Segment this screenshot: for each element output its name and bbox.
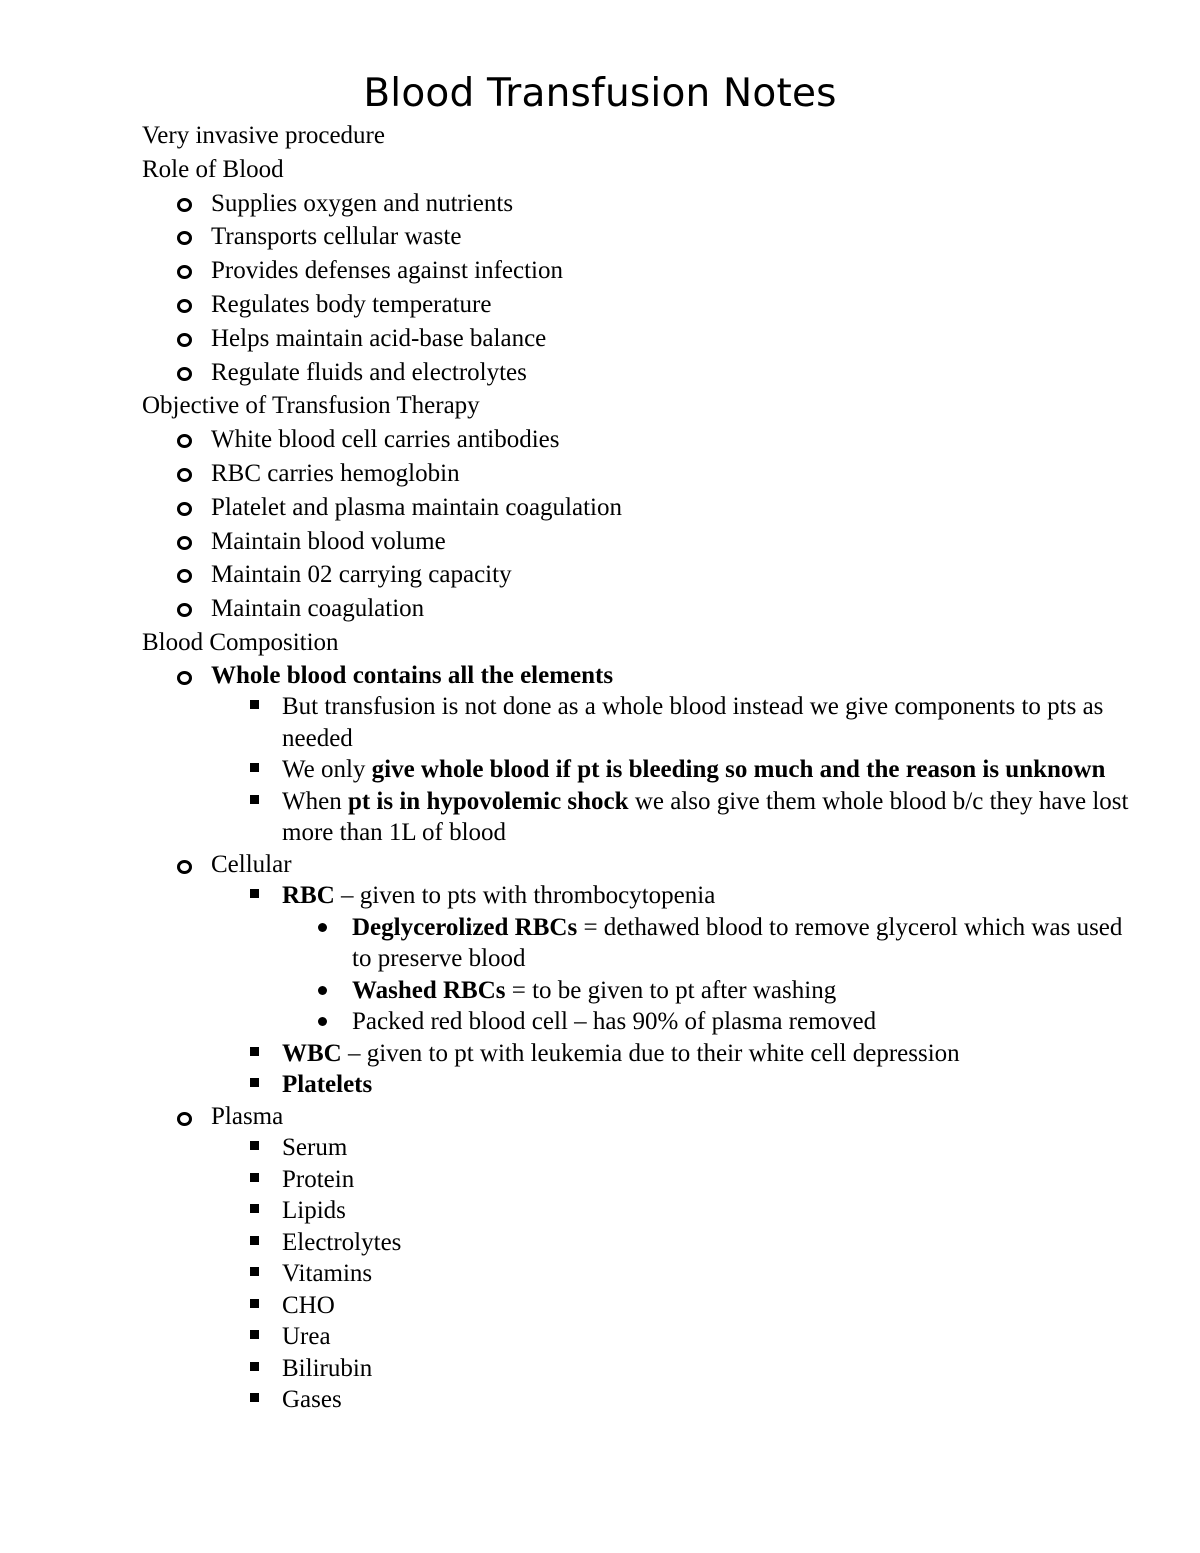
circle-bullet-icon bbox=[177, 860, 192, 874]
document-title: Blood Transfusion Notes bbox=[363, 71, 837, 116]
list-item: When pt is in hypovolemic shock we also give them whole blood b/c they have lost more than 1L of blood bbox=[142, 786, 1132, 849]
square-bullet-icon bbox=[250, 795, 259, 804]
square-bullet-icon bbox=[250, 1173, 259, 1182]
square-bullet-icon bbox=[250, 1047, 259, 1056]
plasma-item: Plasma bbox=[142, 1101, 1132, 1133]
dot-bullet-icon bbox=[318, 1017, 327, 1026]
dot-bullet-icon bbox=[318, 923, 327, 932]
square-bullet-icon bbox=[250, 1362, 259, 1371]
list-item: Vitamins bbox=[142, 1258, 1132, 1290]
circle-bullet-icon bbox=[177, 434, 192, 448]
circle-bullet-icon bbox=[177, 231, 192, 245]
list-item: Urea bbox=[142, 1321, 1132, 1353]
list-item: Protein bbox=[142, 1164, 1132, 1196]
list-item: Washed RBCs = to be given to pt after washing bbox=[142, 975, 1132, 1007]
circle-bullet-icon bbox=[177, 265, 192, 279]
list-item: Platelet and plasma maintain coagulation bbox=[142, 491, 1132, 525]
composition-list bbox=[142, 660, 1132, 1416]
square-bullet-icon bbox=[250, 1141, 259, 1150]
list-item: White blood cell carries antibodies bbox=[142, 423, 1132, 457]
dot-bullet-icon bbox=[318, 986, 327, 995]
list-item: Gases bbox=[142, 1384, 1132, 1416]
list-item: Provides defenses against infection bbox=[142, 254, 1132, 288]
notes-body bbox=[142, 119, 1132, 1416]
square-bullet-icon bbox=[250, 763, 259, 772]
circle-bullet-icon bbox=[177, 502, 192, 516]
list-item: Platelets bbox=[142, 1069, 1132, 1101]
list-item: Bilirubin bbox=[142, 1353, 1132, 1385]
objective-list bbox=[142, 423, 1132, 626]
list-item: Maintain blood volume bbox=[142, 525, 1132, 559]
circle-bullet-icon bbox=[177, 536, 192, 550]
list-item: Deglycerolized RBCs = dethawed blood to remove glycerol which was used to preserve blood bbox=[142, 912, 1132, 975]
square-bullet-icon bbox=[250, 1393, 259, 1402]
list-item: But transfusion is not done as a whole blood instead we give components to pts as needed bbox=[142, 691, 1132, 754]
role-list bbox=[142, 187, 1132, 390]
intro-line: Very invasive procedure bbox=[142, 122, 385, 149]
circle-bullet-icon bbox=[177, 367, 192, 381]
list-item: WBC – given to pt with leukemia due to their white cell depression bbox=[142, 1038, 1132, 1070]
circle-bullet-icon bbox=[177, 333, 192, 347]
square-bullet-icon bbox=[250, 1267, 259, 1276]
list-item: RBC carries hemoglobin bbox=[142, 457, 1132, 491]
square-bullet-icon bbox=[250, 1299, 259, 1308]
list-item: RBC – given to pts with thrombocytopenia bbox=[142, 880, 1132, 912]
list-item: Maintain coagulation bbox=[142, 592, 1132, 626]
composition-heading: Blood Composition bbox=[142, 628, 339, 656]
list-item: Helps maintain acid-base balance bbox=[142, 322, 1132, 356]
list-item: Regulate fluids and electrolytes bbox=[142, 356, 1132, 390]
circle-bullet-icon bbox=[177, 1112, 192, 1126]
square-bullet-icon bbox=[250, 1330, 259, 1339]
list-item: Packed red blood cell – has 90% of plasma removed bbox=[142, 1006, 1132, 1038]
list-item: Maintain 02 carrying capacity bbox=[142, 558, 1132, 592]
whole-blood-item: Whole blood contains all the elements bbox=[142, 660, 1132, 692]
circle-bullet-icon bbox=[177, 671, 192, 685]
list-item: Lipids bbox=[142, 1195, 1132, 1227]
circle-bullet-icon bbox=[177, 603, 192, 617]
list-item: Transports cellular waste bbox=[142, 220, 1132, 254]
square-bullet-icon bbox=[250, 1078, 259, 1087]
circle-bullet-icon bbox=[177, 468, 192, 482]
list-item: Serum bbox=[142, 1132, 1132, 1164]
circle-bullet-icon bbox=[177, 299, 192, 313]
list-item: Supplies oxygen and nutrients bbox=[142, 187, 1132, 221]
objective-heading: Objective of Transfusion Therapy bbox=[142, 392, 480, 420]
cellular-item: Cellular bbox=[142, 849, 1132, 881]
square-bullet-icon bbox=[250, 1204, 259, 1213]
list-item: CHO bbox=[142, 1290, 1132, 1322]
square-bullet-icon bbox=[250, 700, 259, 709]
circle-bullet-icon bbox=[177, 198, 192, 212]
role-heading: Role of Blood bbox=[142, 155, 284, 183]
list-item: Electrolytes bbox=[142, 1227, 1132, 1259]
square-bullet-icon bbox=[250, 1236, 259, 1245]
square-bullet-icon bbox=[250, 889, 259, 898]
list-item: We only give whole blood if pt is bleeding so much and the reason is unknown bbox=[142, 754, 1132, 786]
circle-bullet-icon bbox=[177, 569, 192, 583]
list-item: Regulates body temperature bbox=[142, 288, 1132, 322]
